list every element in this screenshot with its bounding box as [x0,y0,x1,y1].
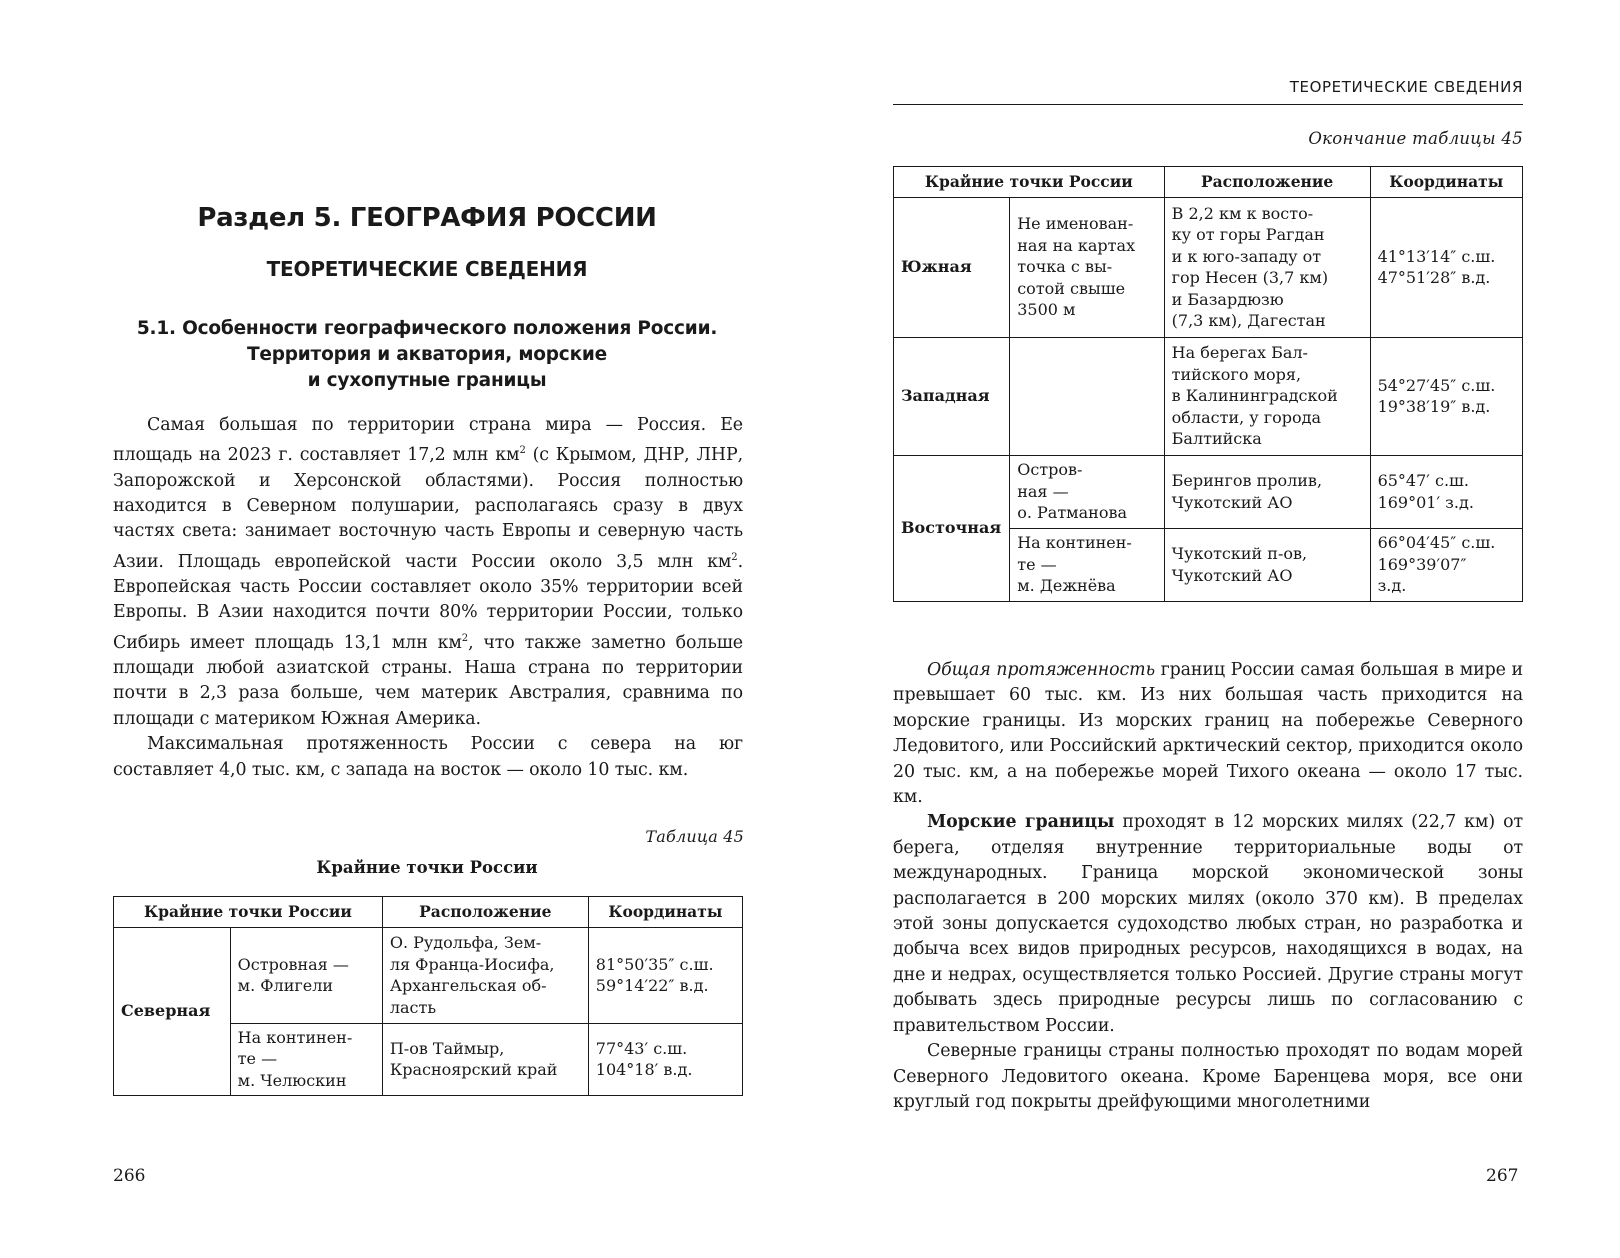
left-body-text [113,413,743,783]
table-header: Расположение [1164,167,1370,198]
cell-line: 41°13′14″ с.ш. [1377,246,1496,266]
cell-line: ная — [1017,481,1069,501]
cell-line: 59°14′22″ в.д. [595,976,709,995]
table-cell [1010,455,1164,528]
cell-line: 47°51′28″ в.д. [1377,268,1491,287]
cell-line: Архангельская об- [389,976,547,995]
paragraph-north-borders: Северные границы страны полностью проходят по водам морей Северного Ледовитого океана. Кроме Баренцева моря, все они круглый год покрыты дрейфующими многолетними [893,1041,1523,1112]
cell-line: о. Ратманова [1017,503,1128,523]
table-cell [1164,197,1370,337]
table-header: Координаты [1370,167,1522,198]
table-row [894,455,1523,528]
cell-line: 54°27′45″ с.ш. [1377,375,1496,395]
theory-title: ТЕОРЕТИЧЕСКИЕ СВЕДЕНИЯ [266,257,588,281]
table-cell [1010,528,1164,601]
cell-line: Чукотский АО [1171,492,1293,512]
superscript: 2 [519,445,526,457]
cell-line: (7,3 км), Дагестан [1171,311,1326,330]
table-cell [1164,337,1370,455]
cell-line: 65°47′ с.ш. [1377,471,1470,490]
table-cell [588,927,742,1023]
cell-line: з.д. [1377,576,1407,596]
cell-line: Островная — [237,954,349,974]
cell-line: ку от горы Рагдан [1171,225,1325,244]
superscript: 2 [731,551,738,563]
cell-line: гор Несен (3,7 км) [1171,268,1329,287]
table-continuation-caption: Окончание таблицы 45 [1308,129,1523,148]
table-title: Крайние точки России [316,858,538,877]
cell-line: м. Флигели [237,976,334,995]
cell-line: 81°50′35″ с.ш. [595,954,714,974]
cell-line: ля Франца-Иосифа, [389,954,555,974]
page-number: 266 [113,1166,146,1186]
cell-line: тийского моря, [1171,364,1302,384]
cell-line: 3500 м [1017,300,1076,320]
table-header: Расположение [382,897,588,928]
table-cell [382,1023,588,1095]
cell-line: м. Дежнёва [1017,576,1116,596]
right-body-text [893,658,1523,1115]
cell-line: Не именован- [1017,214,1134,234]
cell-line: и Базардюзю [1171,289,1284,309]
table-row [894,337,1523,455]
bold-term: Морские границы [927,812,1115,833]
cell-line: точка с вы- [1017,257,1113,277]
text-run: Самая большая по территории страна мира — Россия. Ее площадь на 2023 г. составляет 17,2 млн км [113,415,743,466]
subsection-title [112,316,742,394]
point-label: Южная [894,197,1010,337]
cell-line: Красноярский край [389,1060,558,1079]
cell-line: 19°38′19″ в.д. [1377,397,1491,416]
table-row [114,927,743,1023]
cell-line: 104°18′ в.д. [595,1060,693,1079]
cell-line: ласть [389,997,437,1017]
table-cell [1010,337,1164,455]
superscript: 2 [461,632,469,644]
point-label: Западная [894,337,1010,455]
table-header: Координаты [588,897,742,928]
cell-line: На континен- [1017,533,1132,553]
table-header: Крайние точки России [894,167,1165,198]
cell-line: 169°39′07″ [1377,554,1467,574]
table-cell [1164,455,1370,528]
cell-line: сотой свыше [1017,278,1126,298]
running-head: ТЕОРЕТИЧЕСКИЕ СВЕДЕНИЯ [893,78,1523,105]
table-cell [1370,455,1522,528]
subsection-title-line: и сухопутные границы [307,370,547,391]
cell-line: те — [1017,554,1057,574]
extreme-points-table-continued [893,166,1523,602]
cell-line: ная на картах [1017,235,1136,255]
extreme-points-table [113,896,743,1096]
page-number: 267 [1486,1166,1519,1186]
paragraph-extent: Максимальная протяженность России с севера на юг составляет 4,0 тыс. км, с запада на восток — около 10 тыс. км. [113,734,743,780]
cell-line: Чукотский п-ов, [1171,544,1308,563]
paragraph-borders [893,658,1523,810]
italic-term: Общая протяженность [927,660,1155,680]
table-cell [1370,337,1522,455]
cell-line: области, у города [1171,407,1322,427]
cell-line: На континен- [237,1027,353,1047]
cell-line: м. Челюскин [237,1070,347,1090]
cell-line: 169°01′ з.д. [1377,492,1474,512]
section-title: Раздел 5. ГЕОГРАФИЯ РОССИИ [197,203,657,233]
cell-line: Берингов пролив, [1171,471,1323,490]
text-run: (с Крымом, ДНР, ЛНР, Запорожской и Херсонской областями). Россия полностью находится в Северном полушарии, располагаясь сразу в двух частях света: занимает восточную часть Европы и северную часть Азии. Площадь европейской части России около 3,5 млн км [113,445,744,572]
subsection-title-line: Территория и акватория, морские [246,344,608,365]
table-cell [1370,528,1522,601]
table-caption: Таблица 45 [645,827,744,846]
cell-line: Остров- [1017,460,1083,480]
text-run: границ России самая большая в мире и превышает 60 тыс. км. Из них большая часть приходится на морские границы. Из морских границ на побережье Северного Ледовитого, или Российский арктический сектор, приходится около 20 тыс. км, а на побережье морей Тихого океана — около 17 тыс. км. [893,660,1523,808]
cell-line: На берегах Бал- [1171,343,1308,363]
table-header-row [114,897,743,928]
table-header: Крайние точки России [114,897,383,928]
table-cell [1010,197,1164,337]
table-cell [230,1023,382,1095]
table-cell [1164,528,1370,601]
table-header-row [894,167,1523,198]
cell-line: 77°43′ с.ш. [595,1038,688,1058]
point-label: Восточная [894,455,1010,601]
table-cell [382,927,588,1023]
cell-line: 66°04′45″ с.ш. [1377,533,1496,553]
point-label: Северная [114,927,231,1095]
paragraph-sea-borders [893,810,1523,1039]
cell-line: П-ов Таймыр, [389,1038,505,1058]
subsection-title-line: 5.1. Особенности географического положения России. [136,318,718,339]
cell-line: О. Рудольфа, Зем- [389,933,542,952]
text-run: проходят в 12 морских милях (22,7 км) от берега, отделяя внутренние территориальные воды от международных. Граница морской экономической зоны располагается в 200 морских милях (около 370 км). В пределах этой зоны допускается судоходство любых стран, но разработка и добыча всех видов природных ресурсов, находящихся в водах, на дне и недрах, осуществляется только Россией. Другие страны могут добывать здесь природные ресурсы лишь по согласованию с правительством России. [893,812,1523,1036]
text-run: . Европейская часть России составляет около 35% территории всей Европы. В Азии находится почти 80% территории России, только Сибирь имеет площадь 13,1 млн км [113,551,743,653]
table-cell [1370,197,1522,337]
cell-line: Балтийска [1171,429,1262,449]
table-cell [588,1023,742,1095]
table-cell [230,927,382,1023]
paragraph-area [113,413,743,732]
text-run: , что также заметно больше площади любой азиатской страны. Наша страна по территории почти в 2,3 раза больше, чем материк Австралия, сравнима по площади с материком Южная Америка. [113,632,743,729]
cell-line: В 2,2 км к восто- [1171,203,1314,223]
cell-line: и к юго-западу от [1171,246,1322,266]
cell-line: те — [237,1049,278,1069]
cell-line: Чукотский АО [1171,565,1293,585]
cell-line: в Калининградской [1171,386,1338,406]
table-row [894,197,1523,337]
